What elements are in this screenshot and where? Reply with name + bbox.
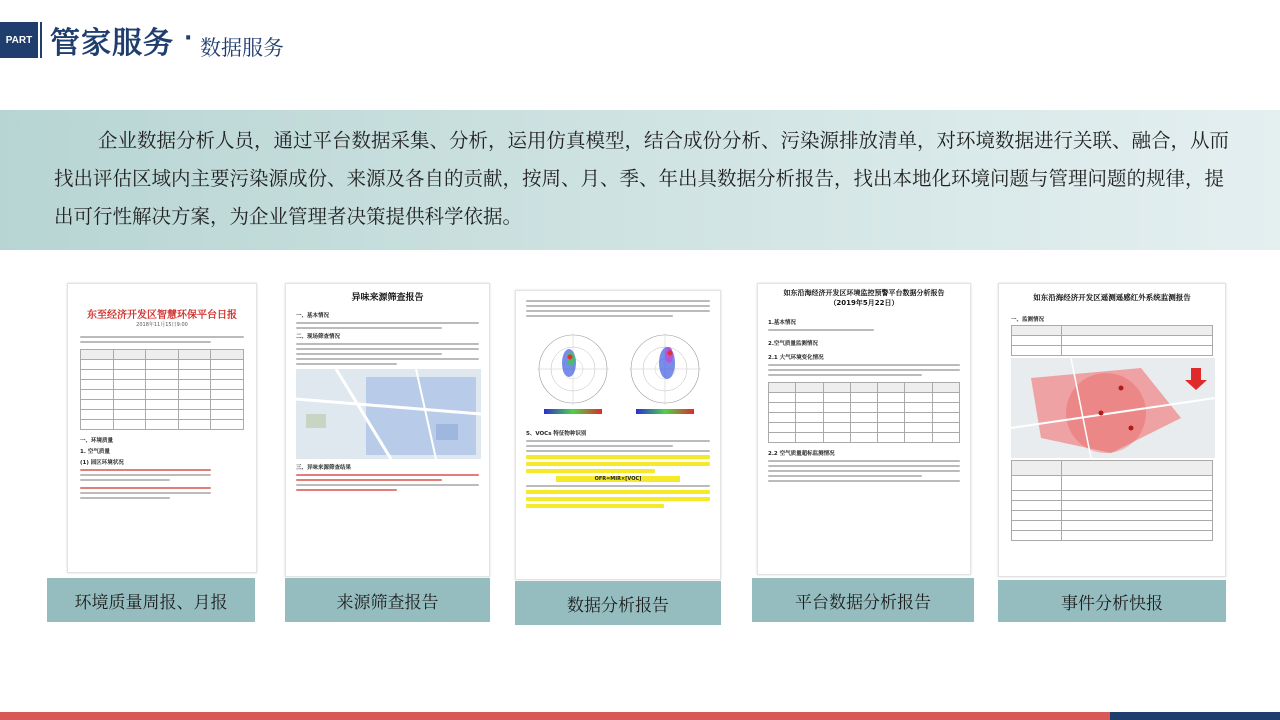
- doc-table: [1011, 460, 1213, 541]
- doc-section: 2.2 空气质量超标监测情况: [768, 451, 835, 457]
- report-card-quality[interactable]: [47, 283, 257, 623]
- map-image: [1011, 358, 1215, 458]
- header-divider: [40, 22, 42, 58]
- polar-plots: [526, 321, 712, 421]
- doc-section: 5、VOCs 特征物种识别: [526, 431, 587, 437]
- report-thumbnail: [757, 283, 971, 575]
- report-caption[interactable]: 来源筛查报告: [285, 578, 490, 622]
- doc-section: 2.1 大气环境变化情况: [768, 355, 824, 361]
- report-caption[interactable]: 平台数据分析报告: [752, 578, 974, 622]
- report-card-source[interactable]: [285, 283, 495, 623]
- doc-section: 1. 空气质量: [80, 449, 110, 455]
- title-separator: ·: [184, 26, 193, 51]
- doc-table: [768, 382, 960, 443]
- report-thumbnail: [67, 283, 257, 573]
- report-thumbnail: [515, 290, 721, 580]
- footer-bar-red: [0, 712, 1110, 720]
- page-subtitle: 数据服务: [200, 36, 284, 60]
- doc-section: 2.空气质量监测情况: [768, 341, 818, 347]
- doc-title: 东至经济开发区智慧环保平台日报: [87, 310, 237, 321]
- doc-table: [80, 349, 244, 430]
- part-tag: PART: [0, 22, 38, 58]
- doc-section: 1.基本情况: [768, 320, 796, 326]
- intro-paragraph: 企业数据分析人员，通过平台数据采集、分析，运用仿真模型，结合成份分析、污染源排放清单，对环境数据进行关联、融合，从而找出评估区域内主要污染源成份、来源及各自的贡献，按周、月、季、年出具数据分析报告，找出本地化环境问题与管理问题的规律，提出可行性解决方案，为企业管理者决策提供科学依据。: [54, 129, 1230, 228]
- doc-date: （2019年5月22日）: [829, 299, 899, 307]
- report-card-analysis[interactable]: [515, 290, 721, 625]
- report-caption[interactable]: 数据分析报告: [515, 581, 721, 625]
- report-caption[interactable]: 环境质量周报、月报: [47, 578, 255, 622]
- report-thumbnail: [998, 283, 1226, 577]
- doc-section: 一、监测情况: [1011, 317, 1045, 323]
- report-card-platform[interactable]: [752, 283, 974, 623]
- report-thumbnail: [285, 283, 490, 577]
- doc-section: 二、现场筛查情况: [296, 334, 341, 340]
- footer-bar-navy: [1110, 712, 1280, 720]
- doc-table: [1011, 325, 1213, 356]
- doc-section: 一、基本情况: [296, 313, 330, 319]
- doc-title: 如东沿海经济开发区环境监控预警平台数据分析报告: [783, 289, 945, 297]
- page-title: 管家服务: [50, 26, 174, 61]
- doc-formula: OFR=MIR×[VOC]: [556, 476, 680, 482]
- doc-section: 一、环境质量: [80, 438, 114, 444]
- doc-section: (1) 园区环境状况: [80, 460, 124, 466]
- doc-title: 如东沿海经济开发区遥测遥感红外系统监测报告: [1033, 293, 1191, 302]
- doc-date: 2018年11月15日9:00: [136, 322, 188, 328]
- map-image: [296, 369, 481, 459]
- doc-section: 三、异味来源筛查结果: [296, 465, 352, 471]
- report-caption[interactable]: 事件分析快报: [998, 580, 1226, 622]
- report-card-event[interactable]: [998, 283, 1226, 623]
- doc-title: 异味来源筛查报告: [351, 293, 424, 303]
